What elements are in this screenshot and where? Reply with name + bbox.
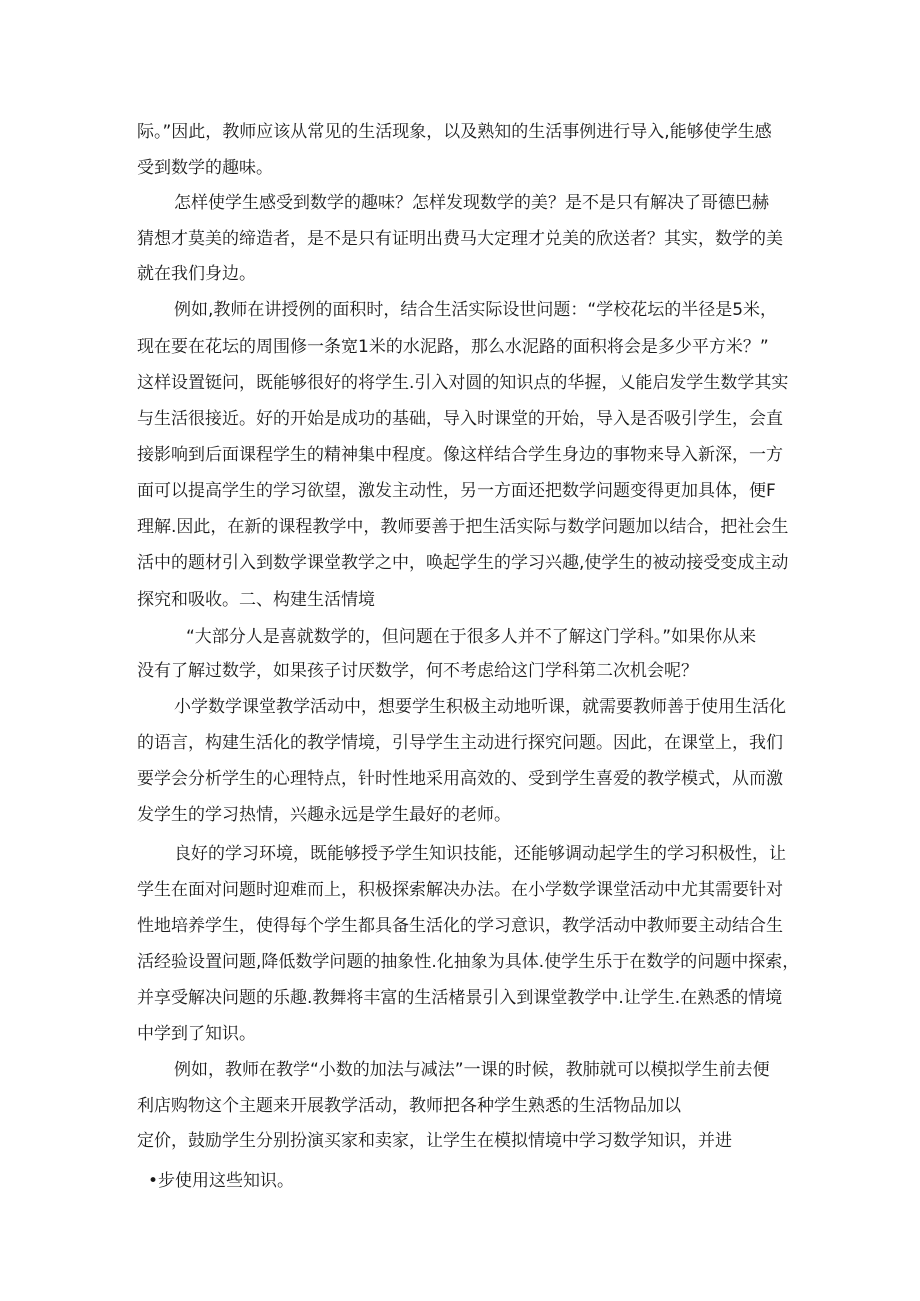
text-line: 面可以提高学生的学习欲望，激发主动性，另一方面还把数学问题变得更加具体，便F [137, 481, 776, 501]
section-heading: 探究和吸收。二、构建生活情境 [137, 590, 375, 610]
text-line: 定价，鼓励学生分别扮演买家和卖家，让学生在模拟情境中学习数学知识，并进 [137, 1131, 732, 1151]
text-line: 理解.因此，在新的课程教学中，教师要善于把生活实际与数学问题加以结合，把社会生 [137, 517, 789, 537]
text-line: 学生在面对问题时迎难而上，积极探索解决办法。在小学数学课堂活动中尤其需要针对 [137, 880, 783, 900]
text-line: 猜想才莫美的缔造者，是不是只有证明出费马大定理才兑美的欣送者？其实，数学的美 [137, 229, 783, 249]
text-line: 例如,教师在讲授例的面积时，结合生活实际设世问题：“学校花坛的半径是5米， [174, 300, 778, 320]
text-line: 发学生的学习热情，兴趣永远是学生最好的老师。 [137, 805, 511, 825]
text-line: “大部分人是喜就数学的，但问题在于很多人并不了解这门学科。”如果你从来 [186, 627, 757, 647]
text-line: 的语言，构建生活化的教学情境，引导学生主动进行探究问题。因此，在课堂上，我们 [137, 733, 783, 753]
text-line: 活中的题材引入到数学课堂教学之中，唤起学生的学习兴趣,使学生的被动接受变成主动 [137, 553, 789, 573]
text-line: 没有了解过数学，如果孩子讨厌数学，何不考虑给这门学科第二次机会呢？ [137, 661, 698, 681]
text-line: 与生活很接近。好的开始是成功的基础，导入时课堂的开始，导入是否吸引学生，会直 [137, 409, 783, 429]
text-line: 就在我们身边。 [137, 264, 256, 284]
text-line: 这样设置铤问，既能够很好的将学生.引入对圆的知识点的华握，乂能启发学生数学其实 [137, 373, 789, 393]
text-line: •步使用这些知识。 [148, 1171, 295, 1191]
text-line: 接影响到后面课程学生的精神集中程度。像这样结合学生身边的事物来导入新深，一方 [137, 445, 783, 465]
text-line: 例如，教师在教学“小数的加法与减法”一课的时候，教肺就可以模拟学生前去便 [174, 1060, 770, 1080]
text-line: 性地培养学生，使得每个学生都具备生活化的学习意识，教学活动中教师要主动结合生 [137, 916, 783, 936]
text-line: 际。”因此，教师应该从常见的生活现象，以及熟知的生活事例进行导入,能够使学生感 [137, 122, 772, 142]
text-line: 活经验设置问题,降低数学问题的抽象性.化抽象为具体.使学生乐于在数学的问题中探索， [137, 952, 800, 972]
text-line: 利店购物这个主题来开展教学活动，教师把各种学生熟悉的生活物品加以 [137, 1096, 681, 1116]
text-line: 受到数学的趣味。 [137, 158, 273, 178]
text-line: 现在要在花坛的周围修一条宽1米的水泥路，那么水泥路的面积将会是多少平方米？” [137, 337, 769, 357]
text-line: 中学到了知识。 [137, 1024, 256, 1044]
text-line: 良好的学习环境，既能够授予学生知识技能，还能够调动起学生的学习积极性，让 [174, 844, 786, 864]
text-line: 要学会分析学生的心理特点，针时性地采用高效的、受到学生喜爱的教学模式，从而激 [137, 769, 783, 789]
text-line: 怎样使学生感受到数学的趣味？怎样发现数学的美？是不是只有解决了哥德巴赫 [174, 193, 769, 213]
text-line: 小学数学课堂教学活动中，想要学生积极主动地听课，就需要教师善于使用生活化 [174, 697, 786, 717]
text-line: 并享受解决问题的乐趣.教舞将丰富的生活楮景引入到课堂教学中.让学生.在熟悉的情境 [137, 988, 783, 1008]
